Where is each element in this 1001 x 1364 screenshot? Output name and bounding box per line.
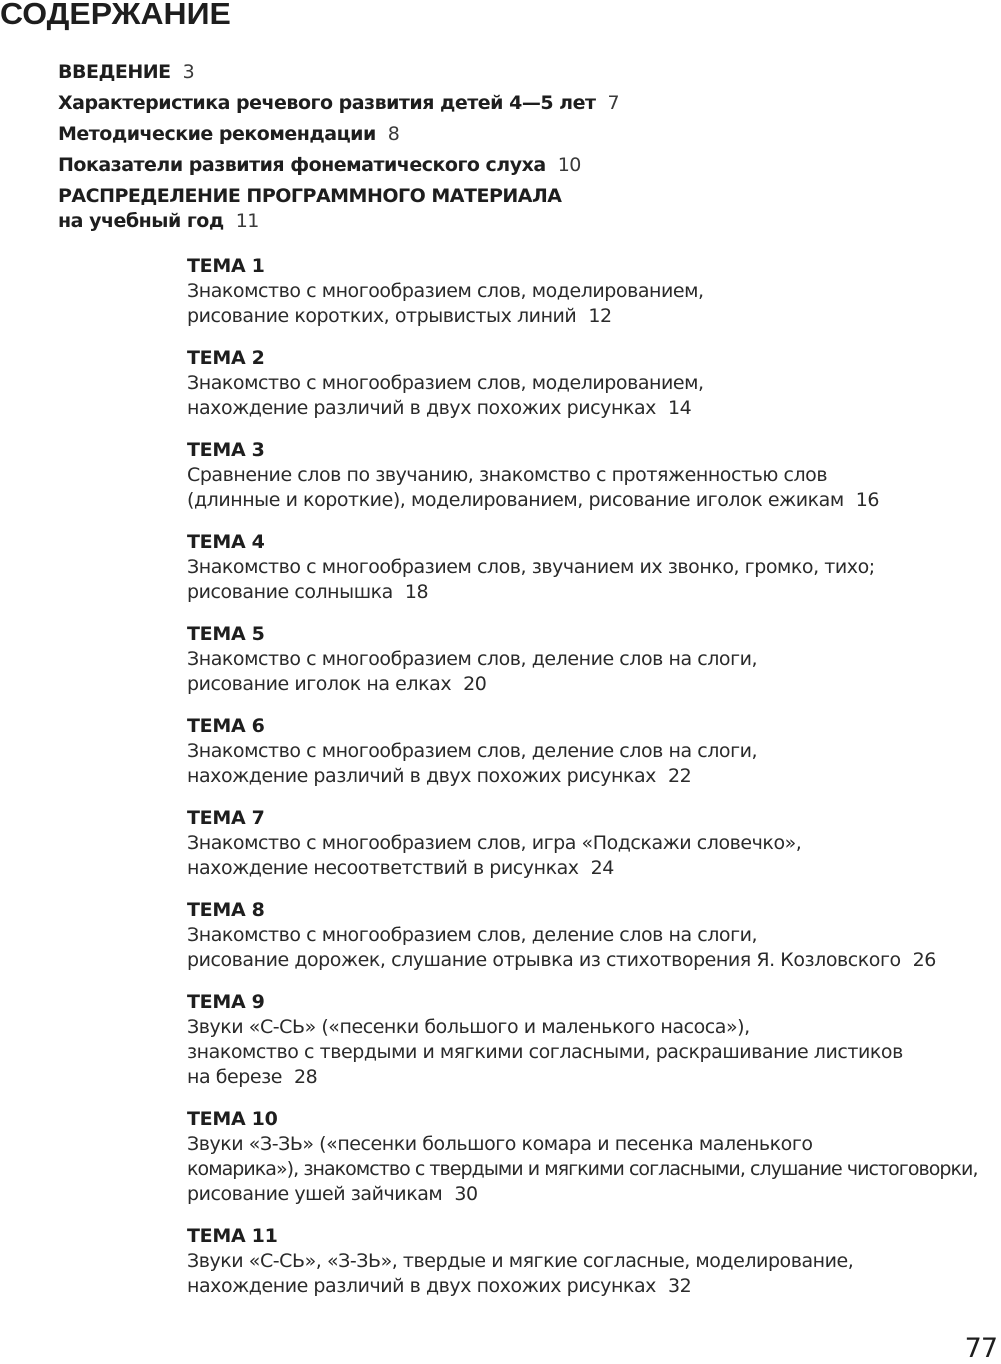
topic-description-line: рисование дорожек, слушание отрывка из стихотворения Я. Козловского [187, 949, 901, 971]
toc-entry-page: 7 [607, 92, 620, 114]
toc-entry-methodical-recommendations[interactable] [58, 122, 958, 147]
page-title: СОДЕРЖАНИЕ [0, 0, 231, 31]
topic-description-line: на березе [187, 1066, 283, 1088]
toc-entry-title: Характеристика речевого развития детей 4—5 лет [58, 92, 596, 114]
toc-entry-page: 3 [182, 61, 195, 83]
topic-description-line: Знакомство с многообразием слов, игра «Подскажи словечко», [187, 832, 802, 854]
toc-entry-page: 8 [387, 123, 400, 145]
topics-list [187, 254, 987, 1316]
topic-description-line: Знакомство с многообразием слов, моделированием, [187, 280, 704, 302]
topic-page: 12 [588, 305, 612, 327]
page-number: 77 [964, 1333, 997, 1364]
topic-description-line: нахождение различий в двух похожих рисунках [187, 1275, 656, 1297]
topic-8[interactable] [187, 898, 987, 973]
topic-page: 24 [590, 857, 614, 879]
topic-description-line: Знакомство с многообразием слов, моделированием, [187, 372, 704, 394]
toc-entry-title: Показатели развития фонематического слуха [58, 154, 546, 176]
top-level-toc [58, 60, 958, 234]
topic-heading: ТЕМА 11 [187, 1225, 278, 1247]
topic-heading: ТЕМА 2 [187, 347, 265, 369]
toc-entry-page: 11 [235, 210, 259, 232]
topic-heading: ТЕМА 1 [187, 255, 265, 277]
topic-description-line: Сравнение слов по звучанию, знакомство с протяженностью слов [187, 464, 828, 486]
topic-heading: ТЕМА 9 [187, 991, 265, 1013]
topic-9[interactable] [187, 990, 987, 1090]
topic-description-line: Знакомство с многообразием слов, деление слов на слоги, [187, 924, 758, 946]
topic-page: 22 [667, 765, 692, 787]
topic-3[interactable] [187, 438, 987, 513]
topic-description-line: Знакомство с многообразием слов, деление слов на слоги, [187, 740, 758, 762]
topic-5[interactable] [187, 622, 987, 697]
toc-entry-page: 10 [557, 154, 581, 176]
topic-page: 14 [667, 397, 692, 419]
topic-description-line: нахождение различий в двух похожих рисунках [187, 765, 656, 787]
topic-description-line: нахождение различий в двух похожих рисунках [187, 397, 656, 419]
topic-description-line: (длинные и короткие), моделированием, рисование иголок ежикам [187, 489, 844, 511]
topic-page: 32 [667, 1275, 692, 1297]
topic-heading: ТЕМА 7 [187, 807, 265, 829]
topic-description-line: рисование солнышка [187, 581, 393, 603]
topic-page: 16 [855, 489, 880, 511]
topic-10[interactable] [187, 1107, 987, 1207]
toc-entry-title-line2: на учебный год [58, 210, 224, 232]
toc-entry-title-line1: РАСПРЕДЕЛЕНИЕ ПРОГРАММНОГО МАТЕРИАЛА [58, 185, 562, 207]
topic-4[interactable] [187, 530, 987, 605]
toc-entry-phonemic-hearing[interactable] [58, 153, 958, 178]
topic-description-line: Знакомство с многообразием слов, звучанием их звонко, громко, тихо; [187, 556, 875, 578]
toc-entry-title: ВВЕДЕНИЕ [58, 61, 171, 83]
toc-entry-title: Методические рекомендации [58, 123, 376, 145]
topic-description-line: рисование иголок на елках [187, 673, 452, 695]
topic-description-line: знакомство с твердыми и мягкими согласными, раскрашивание листиков [187, 1041, 903, 1063]
topic-heading: ТЕМА 5 [187, 623, 265, 645]
topic-description-line: Звуки «З-ЗЬ» («песенки большого комара и песенка маленького [187, 1133, 813, 1155]
topic-description-line: Знакомство с многообразием слов, деление слов на слоги, [187, 648, 758, 670]
topic-description-line: рисование ушей зайчикам [187, 1183, 443, 1205]
topic-description-line: Звуки «С-СЬ» («песенки большого и маленького насоса»), [187, 1016, 750, 1038]
topic-page: 26 [912, 949, 936, 971]
toc-entry-program-distribution[interactable] [58, 184, 958, 234]
topic-2[interactable] [187, 346, 987, 421]
topic-11[interactable] [187, 1224, 987, 1299]
topic-heading: ТЕМА 6 [187, 715, 265, 737]
topic-heading: ТЕМА 3 [187, 439, 265, 461]
topic-heading: ТЕМА 4 [187, 531, 265, 553]
topic-description-line: комарика»), знакомство с твердыми и мягкими согласными, слушание чистоговорки, [187, 1158, 978, 1180]
topic-page: 28 [294, 1066, 318, 1088]
topic-description-line: Звуки «С-СЬ», «З-ЗЬ», твердые и мягкие согласные, моделирование, [187, 1250, 854, 1272]
topic-6[interactable] [187, 714, 987, 789]
toc-entry-speech-characteristics[interactable] [58, 91, 958, 116]
toc-entry-introduction[interactable] [58, 60, 958, 85]
topic-description-line: рисование коротких, отрывистых линий [187, 305, 577, 327]
topic-7[interactable] [187, 806, 987, 881]
topic-description-line: нахождение несоответствий в рисунках [187, 857, 579, 879]
topic-heading: ТЕМА 10 [187, 1108, 278, 1130]
topic-heading: ТЕМА 8 [187, 899, 265, 921]
topic-page: 18 [404, 581, 429, 603]
topic-1[interactable] [187, 254, 987, 329]
topic-page: 20 [463, 673, 487, 695]
topic-page: 30 [454, 1183, 478, 1205]
